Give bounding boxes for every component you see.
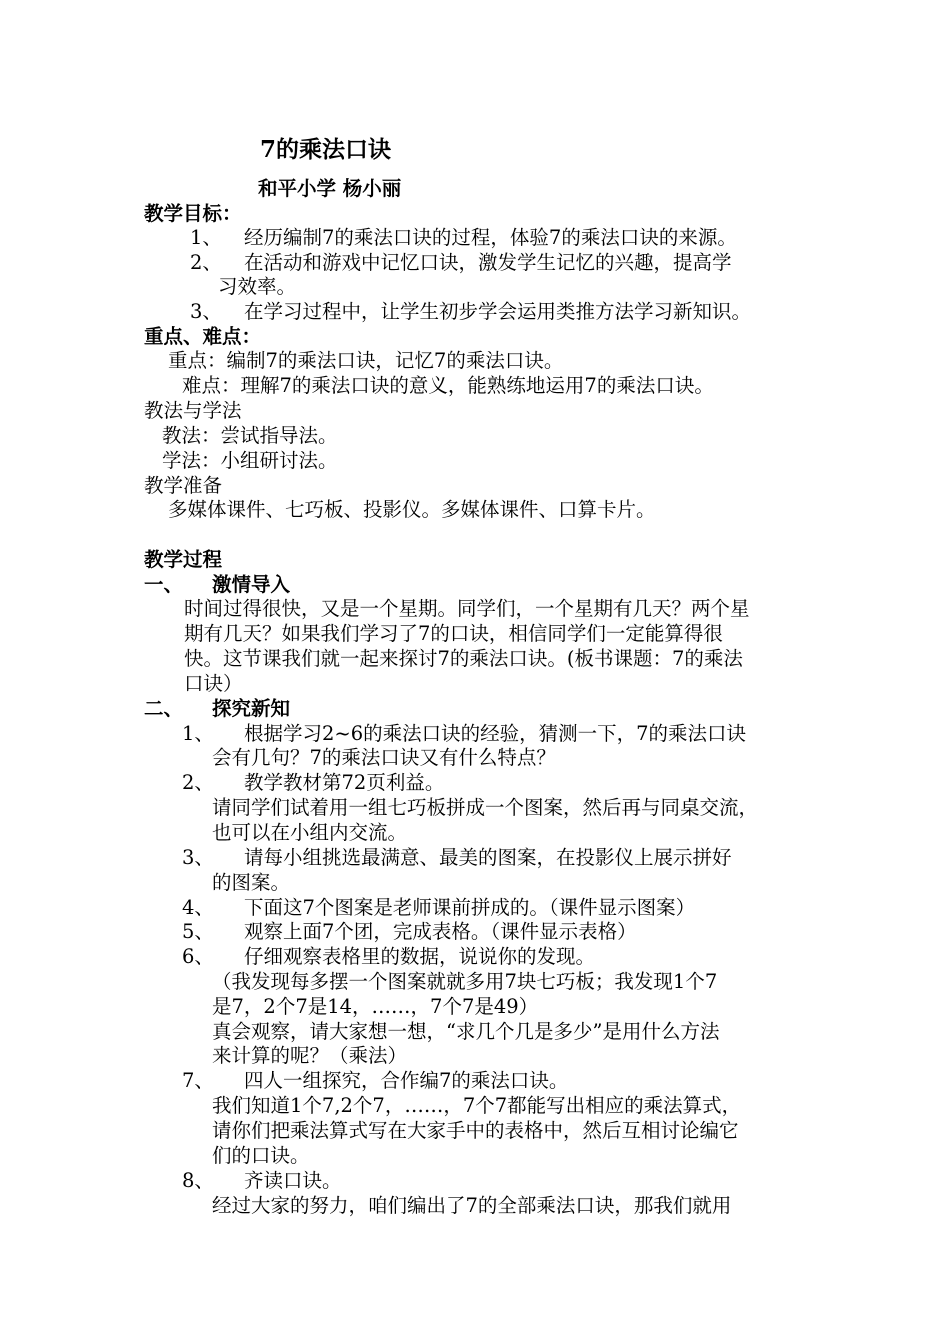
goal-1-text: 经历编制7的乘法口诀的过程，体验7的乘法口诀的来源。 — [244, 226, 737, 249]
process-heading: 教学过程 — [144, 548, 223, 571]
item-2-cont: 请同学们试着用一组七巧板拼成一个图案，然后再与同桌交流， — [212, 796, 759, 819]
item-2-num: 2、 — [182, 771, 214, 794]
prep-text: 多媒体课件、七巧板、投影仪。多媒体课件、口算卡片。 — [168, 498, 656, 521]
goal-2-text: 在活动和游戏中记忆口诀，激发学生记忆的兴趣，提高学 — [244, 251, 732, 274]
section-2-title: 探究新知 — [212, 697, 291, 720]
section-1-title: 激情导入 — [212, 573, 291, 596]
item-1-text: 根据学习2~6的乘法口诀的经验，猜测一下，7的乘法口诀 — [244, 722, 747, 745]
item-7-num: 7、 — [182, 1069, 214, 1092]
page-title: 7的乘法口诀 — [260, 136, 392, 163]
item-6-cont: 来计算的呢？（乘法） — [212, 1044, 408, 1067]
focus-heading: 重点、难点： — [144, 325, 262, 348]
item-3-num: 3、 — [182, 846, 214, 869]
item-3-cont: 的图案。 — [212, 871, 291, 894]
item-7-text: 四人一组探究，合作编7的乘法口诀。 — [244, 1069, 569, 1092]
item-1-num: 1、 — [182, 722, 214, 745]
methods-learning: 学法：小组研讨法。 — [162, 449, 338, 472]
goals-heading: 教学目标： — [144, 202, 242, 225]
item-1-cont: 会有几句？7的乘法口诀又有什么特点？ — [212, 746, 556, 769]
item-2-cont: 也可以在小组内交流。 — [212, 821, 408, 844]
goal-3-text: 在学习过程中，让学生初步学会运用类推方法学习新知识。 — [244, 300, 752, 323]
section-1-line: 时间过得很快，又是一个星期。同学们，一个星期有几天？两个星 — [184, 597, 750, 620]
item-7-cont: 我们知道1个7,2个7，……，7个7都能写出相应的乘法算式， — [212, 1094, 742, 1117]
byline: 和平小学 杨小丽 — [258, 177, 402, 200]
item-8-num: 8、 — [182, 1169, 214, 1192]
item-6-num: 6、 — [182, 945, 214, 968]
section-2-num: 二、 — [144, 697, 184, 720]
section-1-line: 口诀） — [184, 672, 243, 695]
goal-2-num: 2、 — [190, 251, 222, 274]
item-7-cont: 请你们把乘法算式写在大家手中的表格中，然后互相讨论编它 — [212, 1119, 739, 1142]
item-6-cont: （我发现每多摆一个图案就就多用7块七巧板；我发现1个7 — [212, 970, 718, 993]
section-1-line: 期有几天？如果我们学习了7的口诀，相信同学们一定能算得很 — [184, 622, 723, 645]
goal-2-cont: 习效率。 — [218, 275, 297, 298]
item-4-num: 4、 — [182, 896, 214, 919]
item-8-text: 齐读口诀。 — [244, 1169, 342, 1192]
methods-teaching: 教法：尝试指导法。 — [162, 424, 338, 447]
item-5-text: 观察上面7个团，完成表格。（课件显示表格） — [244, 920, 637, 943]
section-1-num: 一、 — [144, 573, 184, 596]
item-6-cont: 是7，2个7是14，……，7个7是49） — [212, 995, 539, 1018]
item-3-text: 请每小组挑选最满意、最美的图案，在投影仪上展示拼好 — [244, 846, 732, 869]
goal-3-num: 3、 — [190, 300, 222, 323]
item-5-num: 5、 — [182, 920, 214, 943]
methods-heading: 教法与学法 — [144, 399, 242, 422]
item-7-cont: 们的口诀。 — [212, 1144, 310, 1167]
item-6-cont: 真会观察，请大家想一想，“求几个几是多少”是用什么方法 — [212, 1020, 720, 1043]
item-8-cont: 经过大家的努力，咱们编出了7的全部乘法口诀，那我们就用 — [212, 1194, 732, 1217]
focus-difficult: 难点：理解7的乘法口诀的意义，能熟练地运用7的乘法口诀。 — [182, 374, 714, 397]
item-4-text: 下面这7个图案是老师课前拼成的。（课件显示图案） — [244, 896, 696, 919]
goal-1-num: 1、 — [190, 226, 222, 249]
prep-heading: 教学准备 — [144, 474, 223, 497]
section-1-line: 快。这节课我们就一起来探讨7的乘法口诀。(板书课题：7的乘法 — [184, 647, 743, 670]
item-6-text: 仔细观察表格里的数据，说说你的发现。 — [244, 945, 596, 968]
focus-key: 重点：编制7的乘法口诀，记忆7的乘法口诀。 — [168, 349, 564, 372]
item-2-text: 教学教材第72页利益。 — [244, 771, 445, 794]
